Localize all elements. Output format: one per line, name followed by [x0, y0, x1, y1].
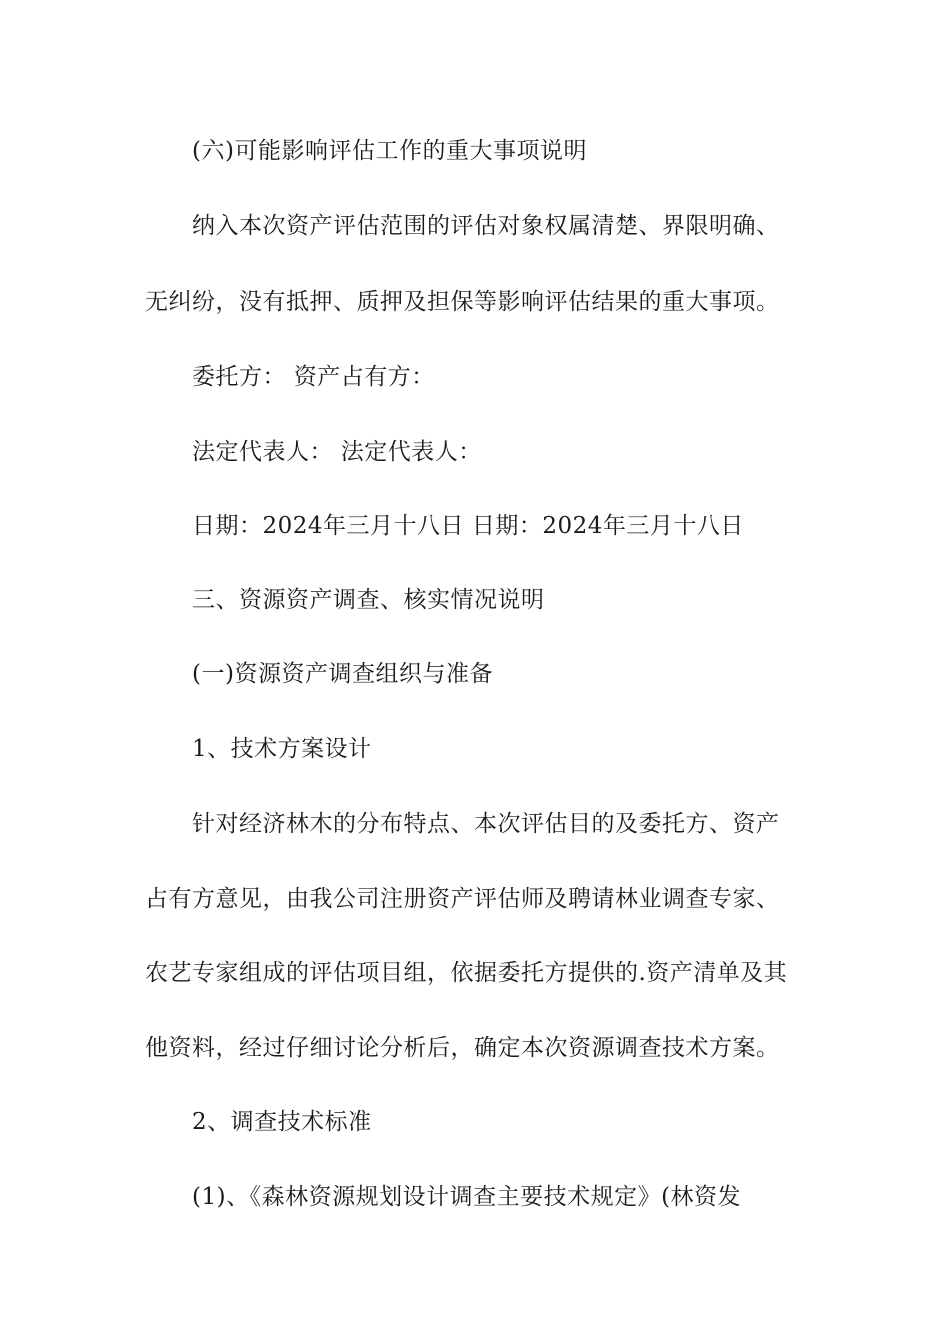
signature-line-parties: 委托方： 资产占有方：	[192, 364, 435, 390]
paragraph-line: 农艺专家组成的评估项目组，依据委托方提供的.资产清单及其	[145, 960, 788, 986]
signature-line-representatives: 法定代表人： 法定代表人：	[192, 439, 482, 465]
standard-list-item: (1)、《森林资源规划设计调查主要技术规定》(林资发	[192, 1184, 742, 1210]
item-heading-standards: 2、调查技术标准	[192, 1109, 372, 1135]
signature-line-dates: 日期：2024年三月十八日 日期：2024年三月十八日	[192, 513, 744, 539]
paragraph-line: 他资料，经过仔细讨论分析后，确定本次资源调查技术方案。	[145, 1035, 780, 1061]
section-heading-major-matters: (六)可能影响评估工作的重大事项说明	[192, 138, 587, 164]
paragraph-line: 针对经济林木的分布特点、本次评估目的及委托方、资产	[192, 811, 780, 837]
paragraph-line: 纳入本次资产评估范围的评估对象权属清楚、界限明确、	[192, 213, 780, 239]
paragraph-line: 占有方意见，由我公司注册资产评估师及聘请林业调查专家、	[145, 886, 780, 912]
subsection-heading-organization: (一)资源资产调查组织与准备	[192, 661, 493, 687]
paragraph-line: 无纠纷，没有抵押、质押及担保等影响评估结果的重大事项。	[145, 289, 780, 315]
section-heading-resource-survey: 三、资源资产调查、核实情况说明	[192, 587, 545, 613]
item-heading-technical-plan: 1、技术方案设计	[192, 736, 372, 762]
